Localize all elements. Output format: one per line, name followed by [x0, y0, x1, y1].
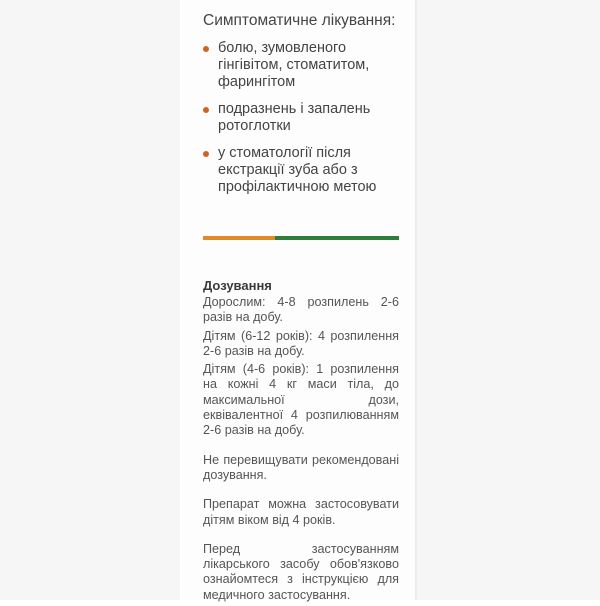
- bullet-dot-icon: [203, 107, 209, 113]
- list-item: [203, 40, 413, 91]
- left-background: [0, 0, 180, 600]
- indications-heading: Симптоматичне лікування:: [203, 12, 396, 29]
- dosage-warning: Не перевищувати рекомендовані дозування.: [203, 452, 399, 482]
- indications-list: [203, 40, 413, 206]
- color-divider: [203, 236, 399, 240]
- bullet-dot-icon: [203, 46, 209, 52]
- instructions-note: Перед застосуванням лікарського засобу обов'язково ознайомтеся з інструкцією для медичного застосування.: [203, 541, 399, 602]
- age-limit-note: Препарат можна застосовувати дітям віком від 4 років.: [203, 497, 399, 527]
- list-item-text: подразнень і запалень ротоглотки: [218, 101, 371, 134]
- list-item-text: у стоматології після екстракції зуба або з профілактичною метою: [218, 145, 377, 195]
- dosage-adults: Дорослим: 4-8 розпилень 2-6 разів на добу.: [203, 295, 399, 325]
- list-item: [203, 101, 413, 135]
- list-item-text: болю, зумовленого гінгівітом, стоматитом, фарингітом: [218, 40, 370, 90]
- dosage-section: [203, 278, 399, 606]
- dosage-children-4-6: Дітям (4-6 років): 1 розпилення на кожні 4 кг маси тіла, до максимальної дози, еквівалентної 4 розпилюванням 2-6 разів на добу.: [203, 362, 399, 438]
- dosage-title: Дозування: [203, 278, 272, 293]
- list-item: [203, 145, 413, 196]
- right-background: [415, 0, 600, 600]
- dosage-children-6-12: Дітям (6-12 років): 4 розпилення 2-6 разів на добу.: [203, 328, 399, 358]
- divider-green-segment: [275, 236, 399, 240]
- bullet-dot-icon: [203, 151, 209, 157]
- divider-orange-segment: [203, 236, 275, 240]
